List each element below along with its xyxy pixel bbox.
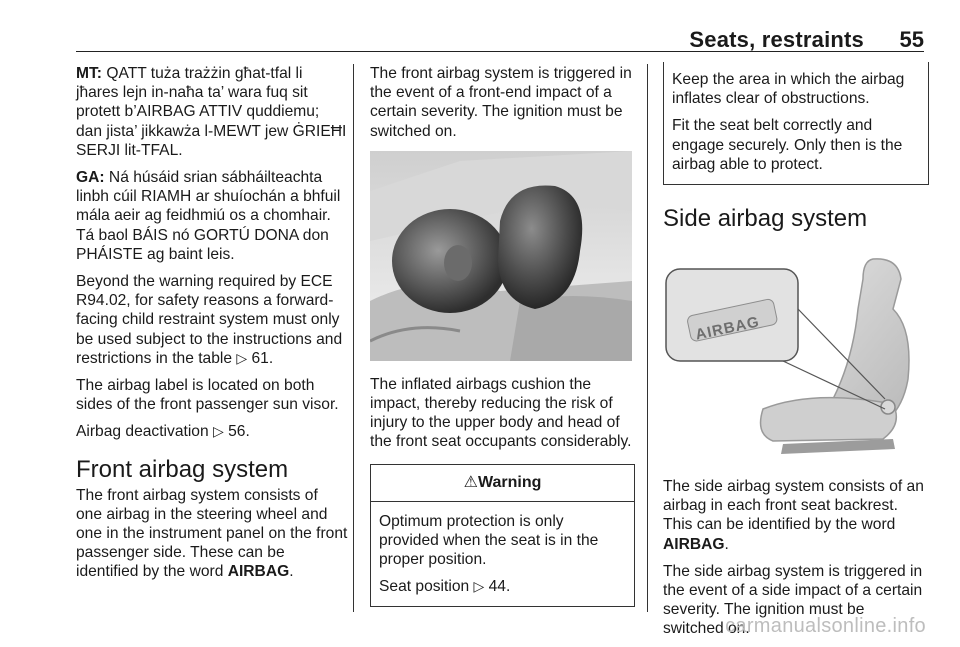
page-ref-arrow-icon: ▷ bbox=[212, 423, 224, 440]
warning-box bbox=[370, 464, 635, 608]
page-ref-link[interactable]: 44. bbox=[488, 578, 511, 596]
paragraph-side-trigger: The side airbag system is triggered in the event of a side impact of a certain severity. The ignition must be switched on. bbox=[663, 562, 923, 638]
section-title: Seats, restraints bbox=[689, 27, 864, 52]
side-airbag-seat-illustration bbox=[663, 249, 925, 459]
page-header bbox=[0, 0, 960, 50]
warning-header: ⚠Warning bbox=[371, 465, 634, 502]
header-rule bbox=[76, 51, 924, 52]
warning-box-continued bbox=[663, 62, 929, 185]
airbag-seat-label: AIRBAG bbox=[693, 313, 762, 344]
page-ref-link[interactable]: 61. bbox=[251, 349, 274, 367]
column-divider bbox=[353, 64, 354, 612]
page-ref-arrow-icon: ▷ bbox=[473, 578, 485, 595]
page-ref-link[interactable]: 56. bbox=[228, 423, 250, 441]
column-left bbox=[76, 64, 348, 590]
paragraph-front-airbag: The front airbag system consists of one airbag in the steering wheel and one in the instrument panel on the front passenger side. These can be identified by the word AIRBAG. bbox=[76, 486, 348, 581]
column-middle bbox=[370, 64, 635, 607]
column-right bbox=[663, 64, 929, 647]
paragraph-inflated: The inflated airbags cushion the impact, thereby reducing the risk of injury to the upper body and head of the front seat occupants considerably. bbox=[370, 375, 632, 451]
heading-side-airbag: Side airbag system bbox=[663, 205, 868, 233]
note-paragraph: Fit the seat belt correctly and engage securely. Only then is the airbag able to protect. bbox=[672, 117, 903, 173]
heading-front-airbag: Front airbag system bbox=[76, 455, 289, 483]
paragraph-side-airbag: The side airbag system consists of an airbag in each front seat backrest. This can be identified by the word AIRBAG. bbox=[663, 478, 924, 553]
watermark: carmanualsonline.info bbox=[725, 615, 926, 637]
paragraph-deactivation: Airbag deactivation ▷ 56. bbox=[76, 423, 250, 441]
column-divider bbox=[647, 64, 648, 612]
paragraph-beyond-warning: Beyond the warning required by ECE R94.02, for safety reasons a forward-facing child restraint system must only be used subject to the instructions and restrictions in the table ▷ 61. bbox=[76, 273, 343, 367]
warning-paragraph: Optimum protection is only provided when the seat is in the proper position. bbox=[379, 512, 599, 569]
front-airbags-photo bbox=[370, 151, 632, 361]
irish-warning: GA: Ná húsáid srian sábháilteachta linbh cúil RIAMH ar shuíochán a bhfuil mála aeir ag feidhmiú os a chomhair. Tá baol BÁIS nó GORTÚ DONA don PHÁISTE ag baint leis. bbox=[76, 169, 341, 263]
page-number: 55 bbox=[899, 27, 924, 52]
paragraph-front-trigger: The front airbag system is triggered in the event of a front-end impact of a certain severity. The ignition must be switched on. bbox=[370, 65, 632, 140]
page-ref-arrow-icon: ▷ bbox=[236, 349, 248, 366]
warning-paragraph: Seat position ▷ 44. bbox=[379, 578, 511, 596]
warning-triangle-icon: ⚠ bbox=[463, 473, 478, 491]
airbag-illustration bbox=[370, 151, 632, 361]
note-paragraph: Keep the area in which the airbag inflates clear of obstructions. bbox=[672, 71, 905, 108]
maltese-warning: MT: QATT tuża trażżin għat-tfal li jħares lejn in-naħa ta’ wara fuq sit protett b’AIRBAG ATTIV quddiemu; dan jista’ jikkawża l-MEWT jew ĠRIEĦI SERJI lit-TFAL. bbox=[76, 65, 347, 159]
warning-body bbox=[371, 502, 634, 607]
paragraph-label-location: The airbag label is located on both sides of the front passenger sun visor. bbox=[76, 377, 339, 414]
